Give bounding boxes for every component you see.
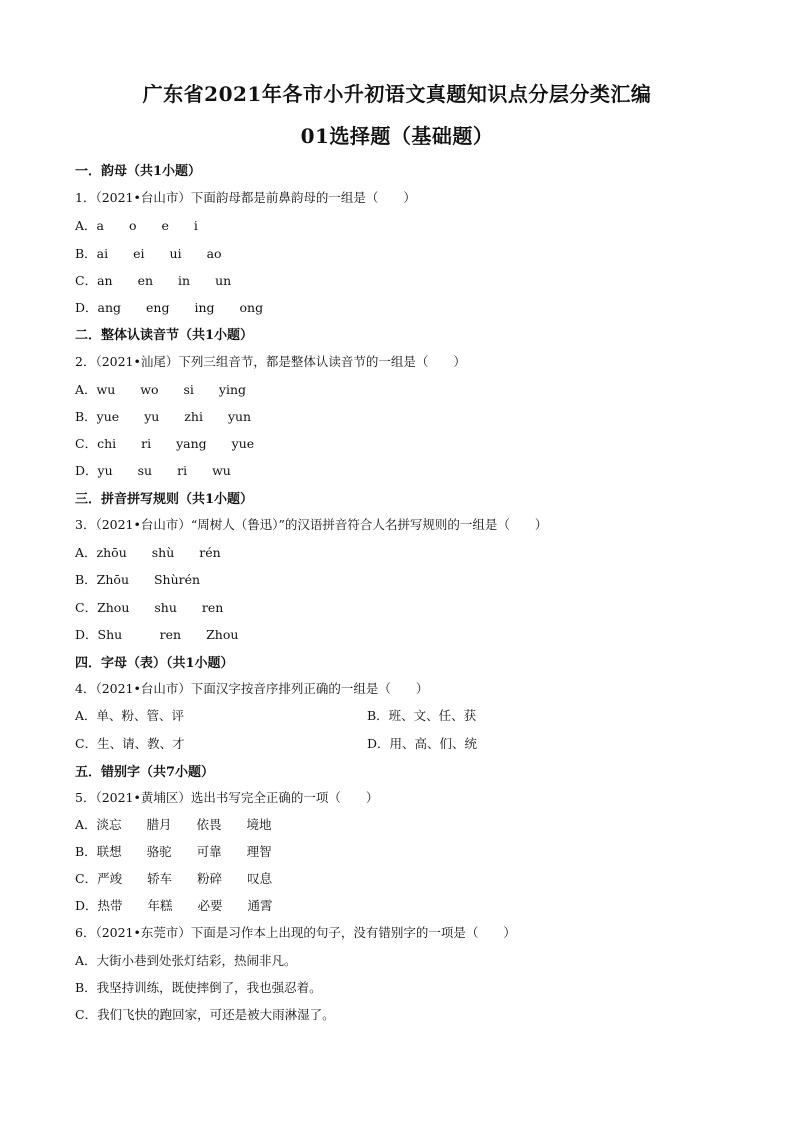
option-a: A．zhōu shù rén — [75, 545, 221, 560]
option-c: C．生、请、教、才 — [75, 736, 185, 751]
option-d: D．热带 年糕 必要 通霄 — [75, 898, 273, 913]
question-stem: 1．（2021•台山市）下面韵母都是前鼻韵母的一组是（ ） — [75, 190, 416, 205]
option-c: C．chi ri yang yue — [75, 436, 255, 451]
question-stem: 3．（2021•台山市）“周树人（鲁迅）”的汉语拼音符合人名拼写规则的一组是（ ） — [75, 517, 548, 532]
option-d: D．用、高、们、统 — [367, 736, 478, 751]
option-c: C．严竣 轿车 粉碎 叹息 — [75, 871, 273, 886]
section-heading: 一．韵母（共1小题） — [75, 164, 202, 179]
option-c: C．我们飞快的跑回家，可还是被大雨淋湿了。 — [75, 1007, 335, 1022]
option-b: B．ai ei ui ao — [75, 246, 222, 261]
option-d: D．yu su ri wu — [75, 463, 231, 478]
section-heading: 四．字母（表）（共1小题） — [75, 656, 234, 671]
document-subtitle: 01选择题（基础题） — [300, 124, 494, 148]
question-stem: 5．（2021•黄埔区）选出书写完全正确的一项（ ） — [75, 790, 379, 805]
option-d: D．ang eng ing ong — [75, 300, 264, 315]
option-b: B．我坚持训练，既使摔倒了，我也强忍着。 — [75, 980, 322, 995]
section-heading: 三．拼音拼写规则（共1小题） — [75, 492, 254, 507]
question-stem: 4．（2021•台山市）下面汉字按音序排列正确的一组是（ ） — [75, 681, 429, 696]
option-c: C．an en in un — [75, 273, 232, 288]
option-a: A．大街小巷到处张灯结彩，热闹非凡。 — [75, 953, 297, 968]
question-stem: 6．（2021•东莞市）下面是习作本上出现的句子，没有错别字的一项是（ ） — [75, 925, 516, 940]
option-d: D．Shu ren Zhou — [75, 627, 239, 642]
option-c: C．Zhou shu ren — [75, 600, 224, 615]
option-a: A．wu wo si ying — [75, 382, 247, 397]
option-a: A．a o e i — [75, 218, 198, 233]
option-a: A．单、粉、管、评 — [75, 708, 185, 723]
document-title: 广东省2021年各市小升初语文真题知识点分层分类汇编 — [142, 82, 652, 106]
section-heading: 二．整体认读音节（共1小题） — [75, 328, 254, 343]
question-stem: 2．（2021•汕尾）下列三组音节，都是整体认读音节的一组是（ ） — [75, 354, 466, 369]
option-b: B．Zhōu Shùrén — [75, 572, 201, 587]
option-b: B．yue yu zhi yun — [75, 409, 252, 424]
option-a: A．淡忘 腊月 依畏 境地 — [75, 817, 272, 832]
option-b: B．班、文、任、获 — [367, 708, 477, 723]
option-b: B．联想 骆驼 可靠 理智 — [75, 844, 272, 859]
section-heading: 五．错别字（共7小题） — [75, 765, 215, 780]
